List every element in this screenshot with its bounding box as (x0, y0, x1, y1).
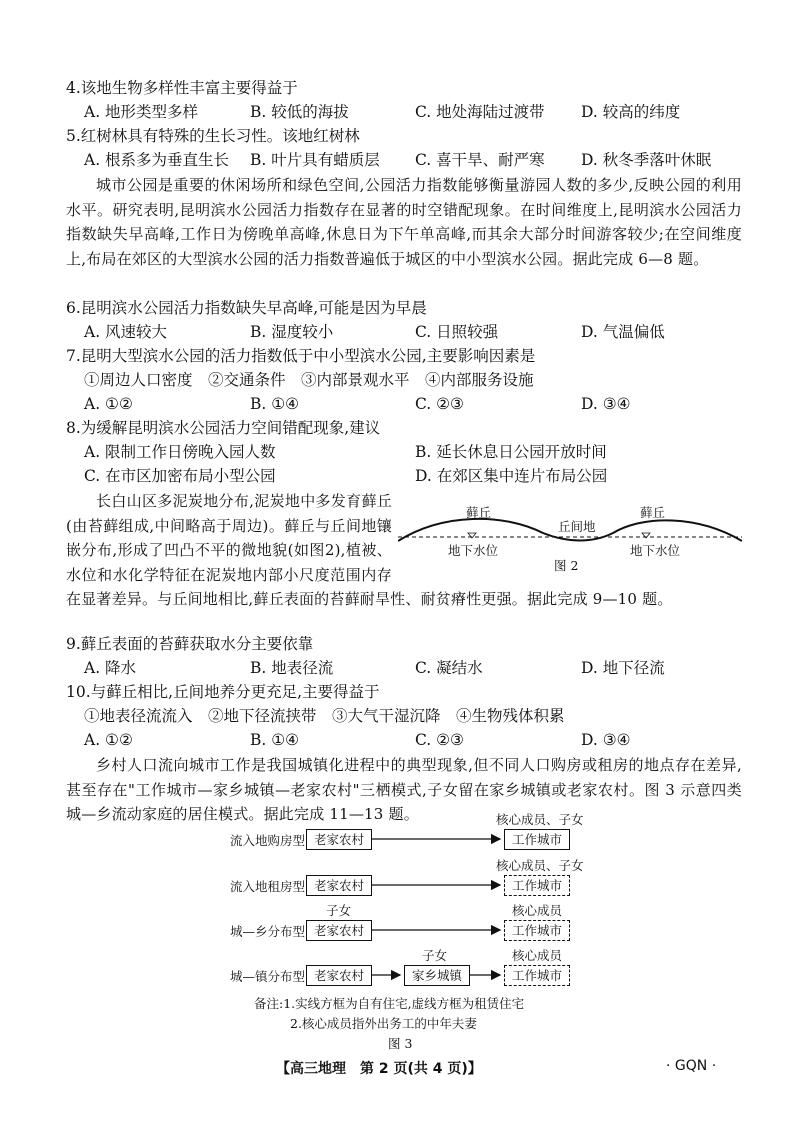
q4-option-c: C. 地处海陆过渡带 (415, 103, 545, 121)
q6-option-a: A. 风速较大 (84, 323, 168, 341)
q4-option-d: D. 较高的纬度 (581, 103, 681, 121)
fig2-water-table-label-1: 地下水位 (448, 543, 499, 558)
fig3-row4-dest-members: 核心成员 (512, 948, 563, 963)
q8-option-a: A. 限制工作日傍晚入园人数 (84, 443, 276, 461)
passage-peatland-text: 长白山区多泥炭地分布,泥炭地中多发育藓丘(由苔藓组成,中间略高于周边)。藓丘与丘间地镶嵌分布,形成了凹凸不平的微地貌(如图2),植被、水位和水化学特征在泥炭地内部小尺度范围内存在显著差异。与丘间地相比,藓丘表面的苔藓耐旱性、耐贫瘠性更强。据此完成 9—10 题。 (66, 489, 742, 612)
q7-items: ①周边人口密度 ②交通条件 ③内部景观水平 ④内部服务设施 (84, 371, 534, 389)
fig3-row3-label: 城—乡分布型 (230, 924, 306, 939)
q7-option-c: C. ②③ (415, 395, 464, 413)
fig3-row4-label: 城—镇分布型 (230, 969, 306, 984)
fig3-row1-origin-box: 老家农村 (306, 829, 372, 850)
fig3-row4-mid-box: 家乡城镇 (404, 965, 470, 986)
q9-option-a: A. 降水 (84, 659, 137, 677)
question-7-stem: 7.昆明大型滨水公园的活力指数低于中小型滨水公园,主要影响因素是 (66, 347, 536, 365)
fig3-row2-dest-members: 核心成员、子女 (496, 858, 584, 873)
fig3-row3-origin-members: 子女 (326, 903, 352, 918)
q6-option-b: B. 湿度较小 (250, 323, 334, 341)
fig2-water-table-label-2: 地下水位 (630, 543, 681, 558)
q6-option-c: C. 日照较强 (415, 323, 499, 341)
q6-option-d: D. 气温偏低 (581, 323, 665, 341)
fig3-row4-dest-box: 工作城市 (504, 965, 570, 986)
q7-option-d: D. ③④ (581, 395, 631, 413)
fig3-row1-dest-members: 核心成员、子女 (496, 812, 584, 827)
q8-option-d: D. 在郊区集中连片布局公园 (415, 467, 608, 485)
q10-option-c: C. ②③ (415, 731, 464, 749)
q10-option-b: B. ①④ (250, 731, 300, 749)
q4-option-b: B. 较低的海拔 (250, 103, 349, 121)
q5-option-a: A. 根系多为垂直生长 (84, 151, 230, 169)
passage-migrant-residence: 乡村人口流向城市工作是我国城镇化进程中的典型现象,但不同人口购房或租房的地点存在差异,甚至存在"工作城市—家乡城镇—老家农村"三栖模式,子女留在家乡城镇或老家农村。图 3 示意四类城—乡流动家庭的居住模式。据此完成 11—13 题。 (66, 756, 742, 823)
q10-option-a: A. ①② (84, 731, 133, 749)
fig2-hummock-label-1: 藓丘 (466, 505, 492, 520)
fig3-row3-dest-box: 工作城市 (504, 920, 570, 941)
question-10-stem: 10.与藓丘相比,丘间地养分更充足,主要得益于 (66, 683, 380, 701)
q9-option-d: D. 地下径流 (581, 659, 665, 677)
fig3-note-2: 2.核心成员指外出务工的中年夫妻 (290, 1016, 477, 1031)
question-4-stem: 4.该地生物多样性丰富主要得益于 (66, 79, 298, 97)
fig3-row3-origin-box: 老家农村 (306, 920, 372, 941)
q7-option-b: B. ①④ (250, 395, 300, 413)
q7-option-a: A. ①② (84, 395, 133, 413)
q10-items: ①地表径流流入 ②地下径流挟带 ③大气干湿沉降 ④生物残体积累 (84, 707, 565, 725)
fig3-caption: 图 3 (388, 1036, 413, 1051)
page-footer: 【高三地理 第 2 页(共 4 页)】 (276, 1061, 482, 1077)
fig3-row3-dest-members: 核心成员 (512, 903, 563, 918)
fig3-row1-dest-box: 工作城市 (504, 829, 570, 850)
fig3-note-1: 备注:1.实线方框为自有住宅,虚线方框为租赁住宅 (254, 996, 525, 1011)
fig3-row4-origin-box: 老家农村 (306, 965, 372, 986)
passage-park-vitality: 城市公园是重要的休闲场所和绿色空间,公园活力指数能够衡量游园人数的多少,反映公园的利用水平。研究表明,昆明滨水公园活力指数存在显著的时空错配现象。在时间维度上,昆明滨水公园活力指数缺失早高峰,工作日为傍晚单高峰,休息日为下午单高峰,而其余大部分时间游客较少;在空间维度上,布局在郊区的大型滨水公园的活力指数普遍低于城区的中小型滨水公园。据此完成 6—8 题。 (66, 176, 742, 268)
fig3-row1-label: 流入地购房型 (230, 833, 306, 848)
fig3-row2-dest-box: 工作城市 (504, 875, 570, 896)
q8-option-b: B. 延长休息日公园开放时间 (415, 443, 607, 461)
question-8-stem: 8.为缓解昆明滨水公园活力空间错配现象,建议 (66, 419, 381, 437)
q9-option-c: C. 凝结水 (415, 659, 483, 677)
fig3-row4-mid-members: 子女 (422, 948, 448, 963)
q8-option-c: C. 在市区加密布局小型公园 (84, 467, 276, 485)
question-9-stem: 9.藓丘表面的苔藓获取水分主要依靠 (66, 635, 314, 653)
q5-option-b: B. 叶片具有蜡质层 (250, 151, 380, 169)
q5-option-d: D. 秋冬季落叶休眠 (581, 151, 712, 169)
fig2-hummock-label-2: 藓丘 (640, 505, 666, 520)
fig2-caption: 图 2 (554, 558, 579, 573)
q10-option-d: D. ③④ (581, 731, 631, 749)
fig3-row2-origin-box: 老家农村 (306, 875, 372, 896)
q9-option-b: B. 地表径流 (250, 659, 334, 677)
q5-option-c: C. 喜干旱、耐严寒 (415, 151, 545, 169)
page-footer-code: · GQN · (666, 1058, 717, 1074)
question-5-stem: 5.红树林具有特殊的生长习性。该地红树林 (66, 127, 360, 145)
fig2-hollow-label: 丘间地 (558, 519, 596, 534)
fig3-row2-label: 流入地租房型 (230, 879, 306, 894)
question-6-stem: 6.昆明滨水公园活力指数缺失早高峰,可能是因为早晨 (66, 299, 427, 317)
q4-option-a: A. 地形类型多样 (84, 103, 199, 121)
